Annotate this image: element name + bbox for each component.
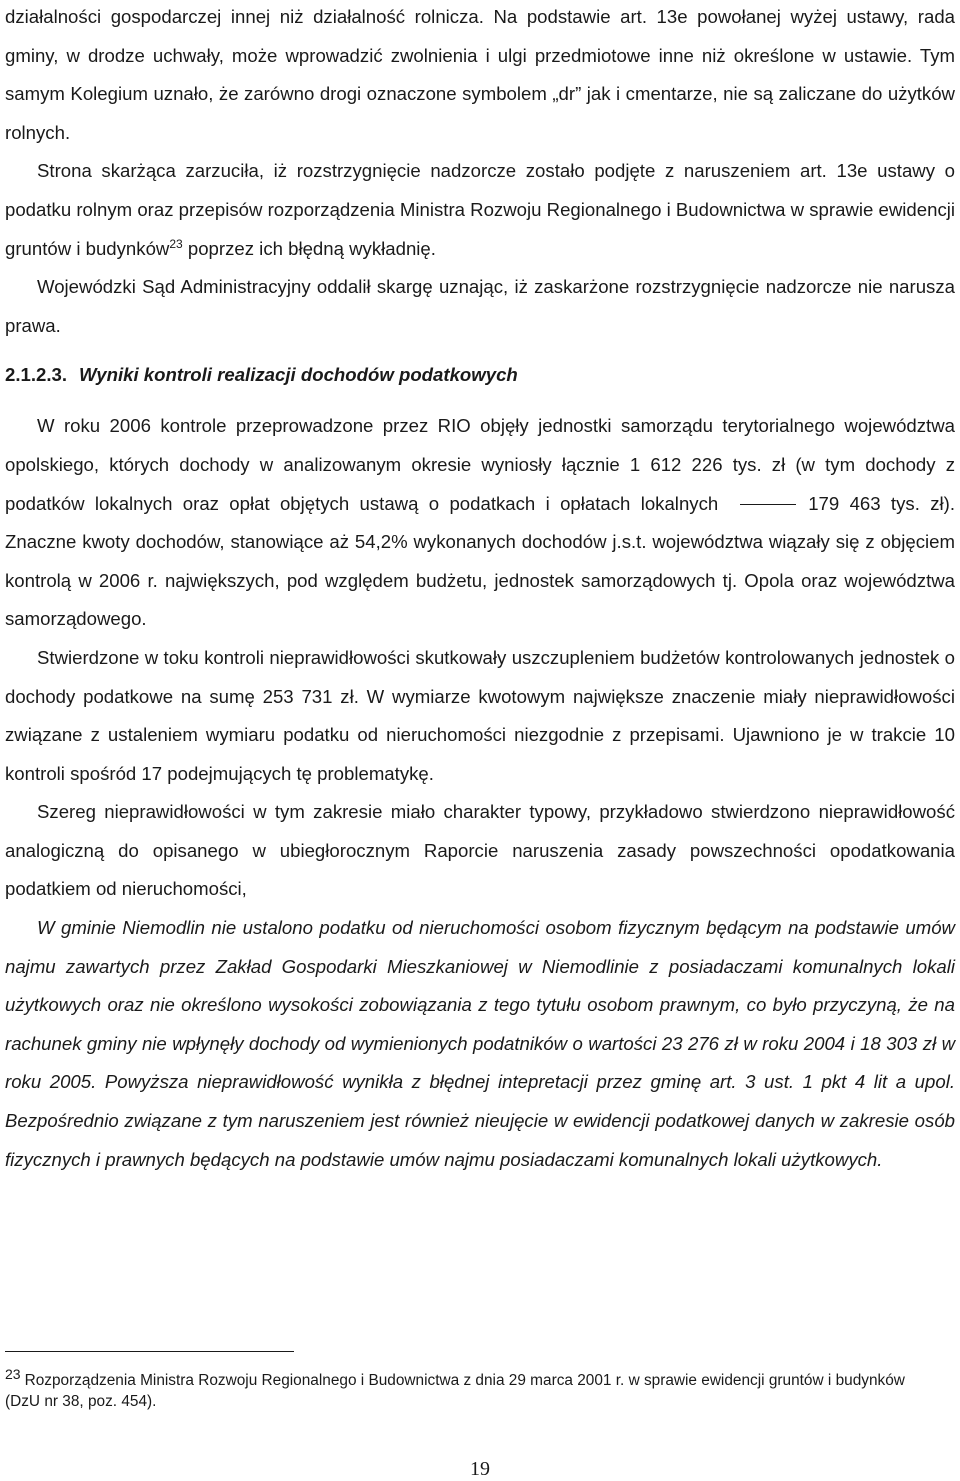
paragraph-niemodlin-case: W gminie Niemodlin nie ustalono podatku od nieruchomości osobom fizycznym będącym na podstawie umów najmu zawartych przez Zakład Gospodarki Mieszkaniowej w Niemodlinie z posiadaczami komunalnych lokali użytkowych oraz nie określono wysokości zobowiązania z tego tytułu osobom prawnym, co było przyczyną, że na rachunek gminy nie wpłynęły dochody od wymienionych podatników o wartości 23 276 zł w roku 2004 i 18 303 zł w roku 2005. Powyższa nieprawidłowość wynikła z błędnej intepretacji przez gminę art. 3 ust. 1 pkt 4 lit a upol. Bezpośrednio związane z tym naruszeniem jest również nieujęcie w ewidencji podatkowej danych w zakresie osób fizycznych i prawnych będących na podstawie umów najmu posiadaczami komunalnych lokali użytkowych. [5, 917, 955, 1170]
paragraph-irregularities: Stwierdzone w toku kontroli nieprawidłowości skutkowały uszczupleniem budżetów kontrolowanych jednostek o dochody podatkowe na sumę 253 731 zł. W wymiarze kwotowym największe znaczenie miały nieprawidłowości związane z ustaleniem wymiaru podatku od nieruchomości niezgodnie z przepisami. Ujawniono je w trakcie 10 kontroli spośród 17 podejmujących tę problematykę. [5, 646, 955, 784]
footnote-reference: 23 [169, 236, 183, 251]
section-number: 2.1.2.3. [5, 364, 68, 386]
footnote-number: 23 [5, 1366, 21, 1382]
paragraph-court-decision: Wojewódzki Sąd Administracyjny oddalił skargę uznając, iż zaskarżone rozstrzygnięcie nadzorcze nie narusza prawa. [5, 276, 955, 336]
paragraph-complaint-text: Strona skarżąca zarzuciła, iż rozstrzygnięcie nadzorcze zostało podjęte z naruszeniem art. 13e ustawy o podatku rolnym oraz przepisów rozporządzenia Ministra Rozwoju Regionalnego i Budownictwa w sprawie ewidencji gruntów i budynków [5, 160, 955, 259]
paragraph-typical-irregularities: Szereg nieprawidłowości w tym zakresie miało charakter typowy, przykładowo stwierdzono nieprawidłowość analogiczną do opisanego w ubiegłorocznym Raporcie naruszenia zasady powszechności opodatkowania podatkiem od nieruchomości, [5, 801, 955, 900]
em-dash [740, 504, 796, 506]
footnote-separator [5, 1351, 294, 1352]
paragraph-complaint-text-end: poprzez ich błędną wykładnię. [182, 237, 436, 259]
page-number: 19 [470, 1458, 490, 1480]
paragraph-income-text: W roku 2006 kontrole przeprowadzone przez RIO objęły jednostki samorządu terytorialnego województwa opolskiego, których dochody w analizowanym okresie wyniosły łącznie 1 612 226 tys. zł (w tym dochody z podatków lokalnych oraz opłat objętych ustawą o podatkach i opłatach lokalnych [5, 415, 955, 514]
section-heading [5, 357, 955, 393]
document-page [5, 0, 955, 1179]
paragraph-continuation: działalności gospodarczej innej niż działalność rolnicza. Na podstawie art. 13e powołanej wyżej ustawy, rada gminy, w drodze uchwały, może wprowadzić zwolnienia i ulgi przedmiotowe inne niż określone w ustawie. Tym samym Kolegium uznało, że zarówno drogi oznaczone symbolem „dr” jak i cmentarze, nie są zaliczane do użytków rolnych. [5, 6, 955, 143]
footnote-text: Rozporządzenia Ministra Rozwoju Regionalnego i Budownictwa z dnia 29 marca 2001 r. w sprawie ewidencji gruntów i budynków (DzU nr 38, poz. 454). [5, 1372, 905, 1410]
paragraph-complaint [5, 152, 955, 268]
section-title: Wyniki kontroli realizacji dochodów podatkowych [79, 364, 518, 386]
paragraph-income [5, 407, 955, 639]
paragraph-income-text-end: 179 463 tys. zł). Znaczne kwoty dochodów, stanowiące aż 54,2% wykonanych dochodów j.s.t. województwa wiązały się z objęciem kontrolą w 2006 r. największych, pod względem budżetu, jednostek samorządowych tj. Opola oraz województwa samorządowego. [5, 492, 955, 630]
footnote [5, 1364, 935, 1412]
